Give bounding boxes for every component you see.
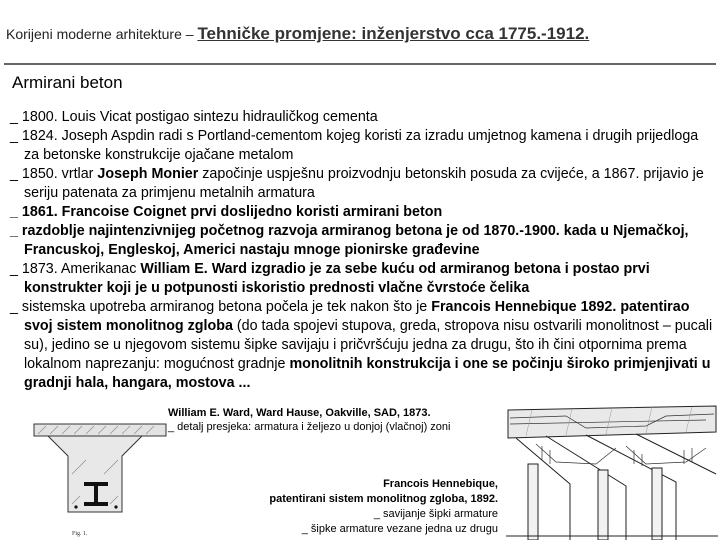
header-prefix: Korijeni moderne arhitekture – (6, 26, 198, 42)
list-item (10, 222, 714, 260)
list-item-text: započinje uspješnu proizvodnju betonskih posuda za cvijeće, a 1867. prijavio je seriju patenata za primjenu metalnih armatura (24, 166, 704, 201)
figure-left-caption (168, 406, 498, 434)
ward-house-section-drawing (26, 404, 168, 540)
list-item-text: _ 1873. Amerikanac (10, 261, 141, 277)
list-item-text: William E. Ward izgradio je za sebe kuću od armiranog betona i postao prvi konstrukter koji je u potpunosti iskoristio prednosti vlačne čvrstoće čelika (24, 261, 650, 296)
figure-right-caption-line-2: _ šipke armature vezane jedna uz drugu (301, 523, 498, 535)
list-item (10, 108, 714, 127)
list-item-text: _ 1850. vrtlar (10, 166, 98, 182)
figure-right-caption (230, 477, 498, 537)
list-item (10, 260, 714, 298)
figure-right-caption-title-2: patentirani sistem monolitnog zgloba, 1892. (269, 493, 498, 505)
figure-right-caption-line-1: _ savijanje šipki armature (373, 508, 498, 520)
list-item-text: Joseph Monier (97, 166, 199, 182)
figure-label: Fig. 1. (72, 531, 88, 537)
list-item-text: _ razdoblje najintenzivnijeg početnog razvoja armiranog betona je od 1870.-1900. kada u Njemačkoj, Francuskoj, Engleskoj, Americi nastaju mnoge pionirske građevine (10, 223, 689, 258)
list-item (10, 127, 714, 165)
figure-left-caption-line: _ detalj presjeka: armatura i željezo u donjoj (vlačnoj) zoni (168, 421, 451, 433)
hennebique-system-drawing (506, 404, 718, 540)
list-item (10, 203, 714, 222)
header-title: Tehničke promjene: inženjerstvo cca 1775.-1912. (197, 24, 590, 43)
list-item-text: (do tada spojevi stupova, greda, stropova nisu ostvarili monolitnost – pucali su), jedino se u njegovom sistemu šipke savijaju i pričvršćuju jedna za drugu, što ih čini otpornima prema lokalnom naprezanju: mogućnost gradnje (24, 318, 713, 372)
header-divider (4, 63, 716, 65)
list-item-text: _ sistemska upotreba armiranog betona počela je tek nakon što je (10, 299, 432, 315)
list-item-text: monolitnih konstrukcija i one se počinju široko primjenjivati u gradnji hala, hangara, mostova ... (24, 356, 711, 391)
bullet-list (10, 108, 714, 393)
figure-right-caption-title-1: Francois Hennebique, (383, 478, 498, 490)
list-item-text: _ 1861. Francoise Coignet prvi doslijedno koristi armirani beton (10, 204, 443, 220)
section-title: Armirani beton (12, 73, 123, 92)
list-item-text: Francois Hennebique 1892. patentirao svoj sistem monolitnog zgloba (24, 299, 690, 334)
figure-left-caption-title: William E. Ward, Ward Hause, Oakville, SAD, 1873. (168, 407, 431, 419)
list-item (10, 165, 714, 203)
list-item-text: _ 1824. Joseph Aspdin radi s Portland-cementom kojeg koristi za izradu umjetnog kamena i drugih prijedloga za betonske konstrukcije ojačane metalom (10, 128, 699, 163)
slide-header (6, 24, 714, 44)
list-item-text: _ 1800. Louis Vicat postigao sintezu hidrauličkog cementa (10, 109, 378, 125)
list-item (10, 298, 714, 393)
